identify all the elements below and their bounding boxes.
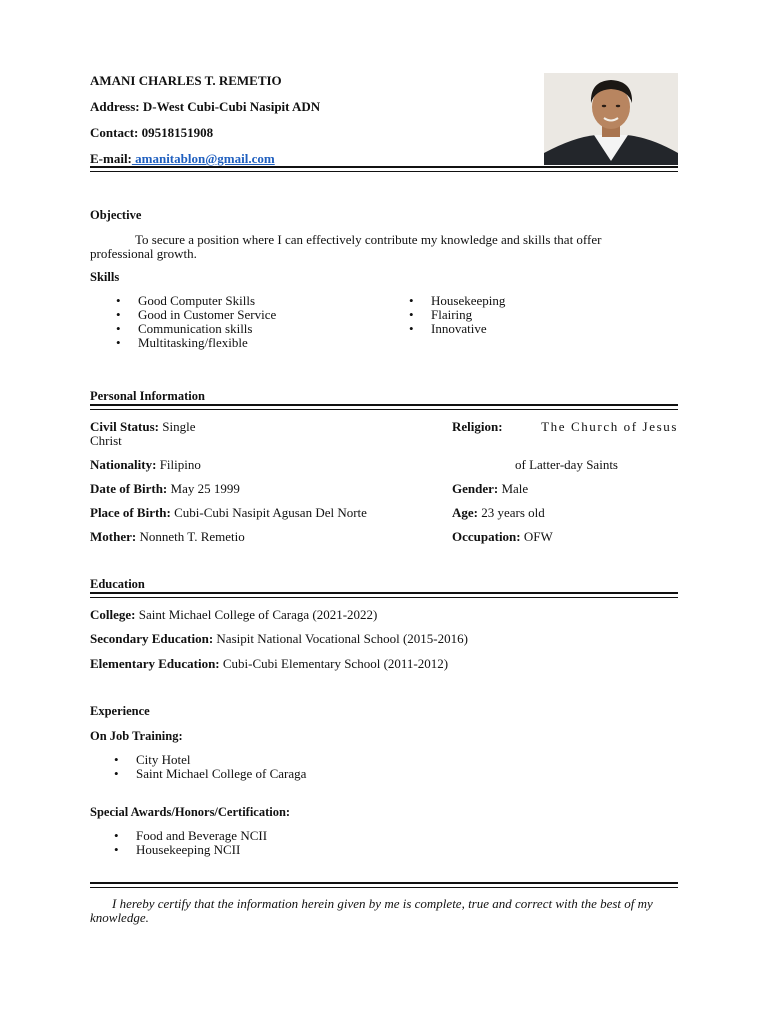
- date-of-birth: [90, 481, 240, 497]
- place-of-birth: [90, 505, 367, 521]
- nationality: [90, 457, 201, 473]
- college-label: College:: [90, 607, 136, 622]
- pob-value: Cubi-Cubi Nasipit Agusan Del Norte: [170, 505, 367, 520]
- civil-status-label: Civil Status:: [90, 419, 159, 434]
- certification-statement: I hereby certify that the information herein given by me is complete, true and correct with the best of my knowledge.: [90, 896, 653, 925]
- certification-divider: [90, 882, 678, 888]
- skills-list-right: [409, 294, 505, 336]
- dob-label: Date of Birth:: [90, 481, 168, 496]
- skill-item: • Flairing: [409, 308, 505, 322]
- ojt-item: • Saint Michael College of Caraga: [114, 767, 306, 781]
- education-heading: Education: [90, 577, 145, 591]
- elementary-value: Cubi-Cubi Elementary School (2011-2012): [219, 656, 449, 671]
- email-label: E-mail:: [90, 151, 132, 166]
- pob-label: Place of Birth:: [90, 505, 171, 520]
- contact-label: Contact:: [90, 125, 139, 140]
- gender-value: Male: [498, 481, 529, 496]
- address-value: D-West Cubi-Cubi Nasipit ADN: [142, 99, 321, 114]
- skill-item: • Innovative: [409, 322, 505, 336]
- personal-info-divider: [90, 404, 678, 410]
- occupation-label: Occupation:: [452, 529, 521, 544]
- skill-item: • Good in Customer Service: [116, 308, 276, 322]
- address-line: [90, 99, 320, 115]
- skills-heading: Skills: [90, 270, 120, 284]
- religion-value-wrap: Christ: [90, 433, 122, 448]
- secondary-value: Nasipit National Vocational School (2015-2016): [213, 631, 468, 646]
- email-link[interactable]: amanitablon@gmail.com: [131, 151, 275, 166]
- religion: [452, 419, 678, 435]
- objective-text-continued: professional growth.: [90, 246, 197, 261]
- nationality-label: Nationality:: [90, 457, 157, 472]
- gender-label: Gender:: [452, 481, 499, 496]
- education-divider: [90, 592, 678, 598]
- objective-text: To secure a position where I can effectively contribute my knowledge and skills that offer: [135, 232, 602, 247]
- award-item: • Housekeeping NCII: [114, 843, 267, 857]
- awards-heading: Special Awards/Honors/Certification:: [90, 805, 291, 819]
- college: [90, 607, 377, 623]
- elementary-education: [90, 656, 448, 672]
- profile-photo: [544, 73, 678, 165]
- objective-heading: Objective: [90, 208, 142, 222]
- gender: [452, 481, 528, 497]
- college-value: Saint Michael College of Caraga (2021-2022): [135, 607, 378, 622]
- dob-value: May 25 1999: [167, 481, 240, 496]
- award-item: • Food and Beverage NCII: [114, 829, 267, 843]
- skill-item: • Housekeeping: [409, 294, 505, 308]
- address-label: Address:: [90, 99, 140, 114]
- header-divider: [90, 166, 678, 172]
- skill-item: • Communication skills: [116, 322, 276, 336]
- religion-value-line2: of Latter-day Saints: [515, 457, 618, 472]
- ojt-list: [114, 753, 306, 781]
- applicant-name: AMANI CHARLES T. REMETIO: [90, 73, 282, 88]
- skill-item: • Multitasking/flexible: [116, 336, 276, 350]
- mother-value: Nonneth T. Remetio: [136, 529, 245, 544]
- profile-photo-image: [544, 73, 678, 165]
- occupation-value: OFW: [520, 529, 553, 544]
- nationality-value: Filipino: [156, 457, 201, 472]
- secondary-education: [90, 631, 468, 647]
- skills-list-left: [116, 294, 276, 350]
- age: [452, 505, 545, 521]
- contact-value: 09518151908: [141, 125, 214, 140]
- religion-value-line1: The Church of Jesus: [541, 419, 678, 434]
- personal-info-heading: Personal Information: [90, 389, 205, 403]
- age-value: 23 years old: [478, 505, 545, 520]
- age-label: Age:: [452, 505, 478, 520]
- skill-item: • Good Computer Skills: [116, 294, 276, 308]
- ojt-item: • City Hotel: [114, 753, 306, 767]
- ojt-heading: On Job Training:: [90, 729, 183, 743]
- occupation: [452, 529, 553, 545]
- contact-line: [90, 125, 213, 141]
- email-line: [90, 151, 275, 167]
- elementary-label: Elementary Education:: [90, 656, 220, 671]
- mother-label: Mother:: [90, 529, 137, 544]
- civil-status-value: Single: [158, 419, 196, 434]
- secondary-label: Secondary Education:: [90, 631, 214, 646]
- awards-list: [114, 829, 267, 857]
- experience-heading: Experience: [90, 704, 150, 718]
- religion-label: Religion:: [452, 419, 503, 434]
- mother: [90, 529, 245, 545]
